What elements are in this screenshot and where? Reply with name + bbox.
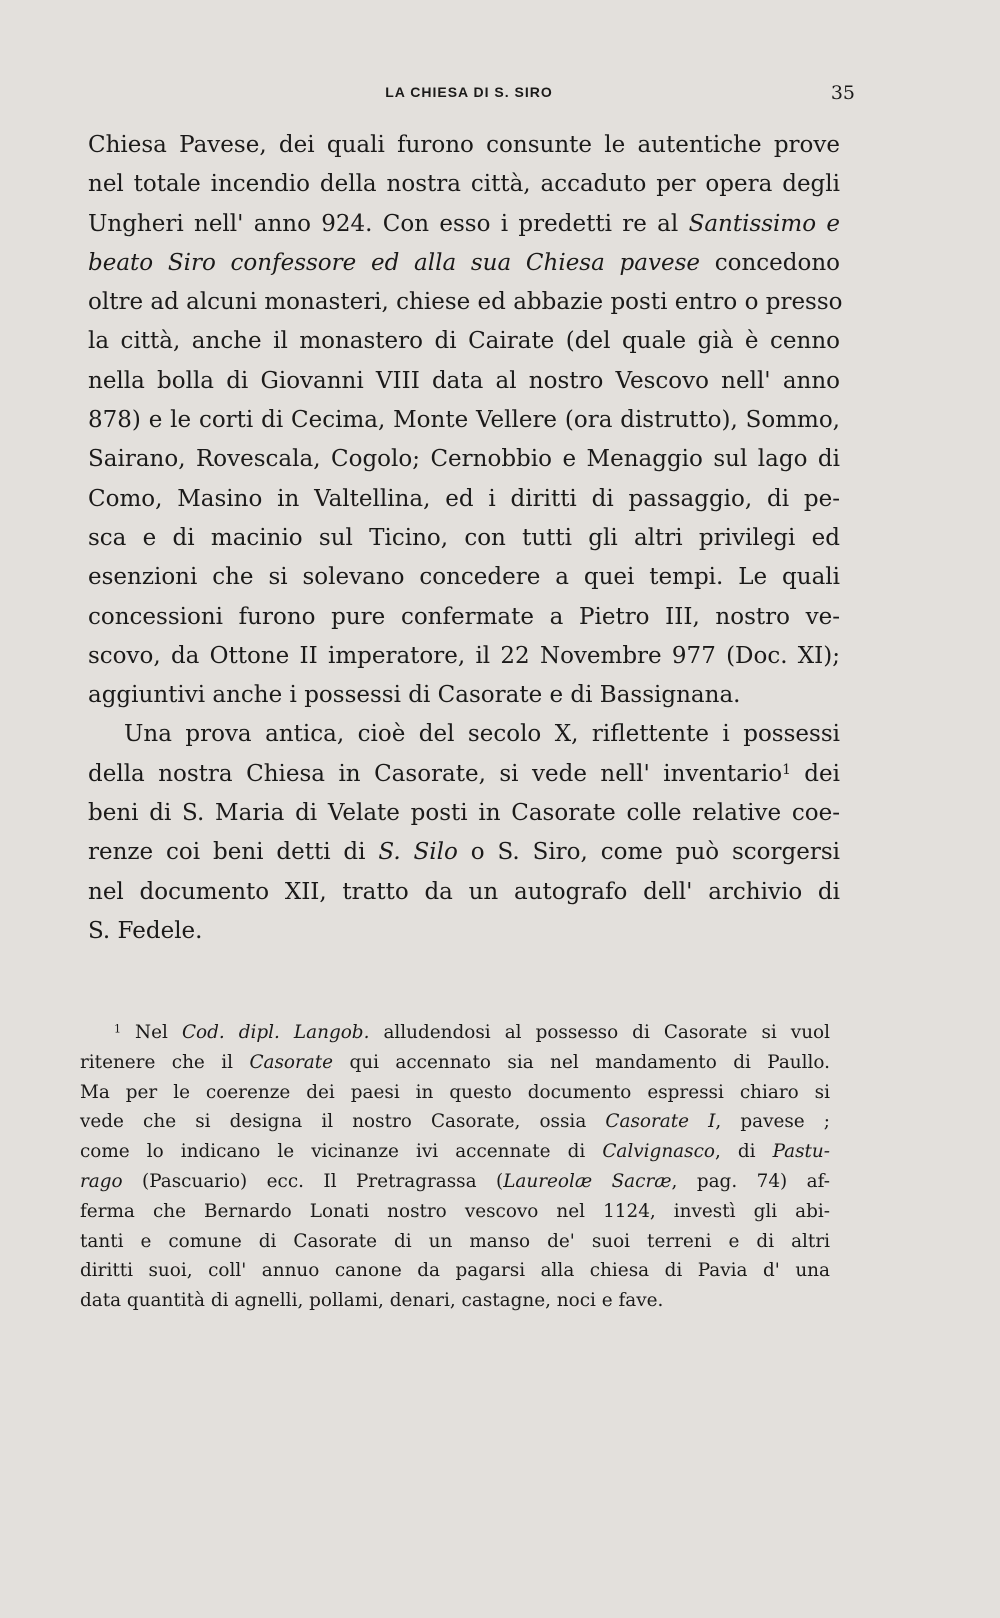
running-title: LA CHIESA DI S. SIRO (385, 84, 553, 100)
text-line: esenzioni che si solevano concedere a quei tempi. Le quali (88, 564, 840, 591)
body-text (88, 126, 843, 951)
text-line: nel documento XII, tratto da un autografo dell' archivio di (88, 878, 840, 905)
text-line: oltre ad alcuni monasteri, chiese ed abbazie posti entro o presso (88, 289, 843, 316)
text-line: nella bolla di Giovanni VIII data al nostro Vescovo nell' anno (88, 367, 840, 394)
text-line: beato Siro confessore ed alla sua Chiesa pavese concedono (88, 249, 840, 276)
footnote-marker: 1 (114, 1022, 122, 1036)
page-header (88, 82, 855, 108)
italic-text: Santissimo e (688, 210, 840, 237)
footnote-line: diritti suoi, coll' annuo canone da pagarsi alla chiesa di Pavia d' una (80, 1260, 830, 1282)
text-line: beni di S. Maria di Velate posti in Casorate colle relative coe- (88, 800, 840, 827)
text-line: nel totale incendio della nostra città, accaduto per opera degli (88, 171, 840, 198)
footnote-line: Ma per le coerenze dei paesi in questo documento espressi chiaro si (80, 1081, 830, 1103)
page-number: 35 (830, 82, 855, 104)
footnote-line: tanti e comune di Casorate di un manso de' suoi terreni e di altri (80, 1230, 830, 1252)
text-line: 878) e le corti di Cecima, Monte Vellere (ora distrutto), Sommo, (88, 407, 840, 434)
footnotes (80, 1018, 830, 1316)
footnote-line: come lo indicano le vicinanze ivi accennate di Calvignasco, di Pastu- (80, 1141, 830, 1163)
text-line: renze coi beni detti di S. Silo o S. Siro, come può scorgersi (88, 839, 841, 866)
text-line: sca e di macinio sul Ticino, con tutti gli altri privilegi ed (88, 524, 840, 551)
italic-text: Casorate (249, 1051, 334, 1073)
italic-text: S. Silo (378, 839, 458, 866)
text-line: Ungheri nell' anno 924. Con esso i predetti re al Santissimo e (88, 210, 840, 237)
text-line: Como, Masino in Valtellina, ed i diritti di passaggio, di pe- (88, 485, 840, 512)
italic-text: rago (80, 1170, 123, 1192)
footnote-line: vede che si designa il nostro Casorate, ossia Casorate I, pavese ; (80, 1111, 830, 1133)
italic-text: Calvignasco (602, 1141, 715, 1163)
footnote-line: rago (Pascuario) ecc. Il Pretragrassa (Laureolæ Sacræ, pag. 74) af- (80, 1170, 830, 1192)
text-line: concessioni furono pure confermate a Pietro III, nostro ve- (88, 603, 840, 630)
italic-text: Cod. dipl. Langob. (181, 1022, 370, 1043)
text-line: Chiesa Pavese, dei quali furono consunte le autentiche prove (88, 132, 840, 158)
italic-text: Pastu- (772, 1141, 830, 1163)
footnote-line: $^1$ Nel Cod. dipl. Langob. alludendosi al possesso di Casorate si vuol (114, 1022, 830, 1043)
footnote-line: data quantità di agnelli, pollami, denari, castagne, noci e fave. (80, 1290, 664, 1312)
footnote-line: ritenere che il Casorate qui accennato sia nel mandamento di Paullo. (80, 1051, 831, 1073)
italic-text: beato Siro confessore ed alla sua Chiesa pavese (88, 249, 700, 276)
footnote-marker: 1 (782, 761, 791, 778)
text-line: della nostra Chiesa in Casorate, si vede nell' inventario$^1$ dei (88, 760, 840, 787)
italic-text: Laureolæ Sacræ (503, 1170, 672, 1192)
text-line: scovo, da Ottone II imperatore, il 22 Novembre 977 (Doc. XI); (88, 642, 840, 669)
text-line: S. Fedele. (88, 917, 203, 944)
footnote-line: ferma che Bernardo Lonati nostro vescovo nel 1124, investì gli abi- (80, 1200, 830, 1222)
text-line: Sairano, Rovescala, Cogolo; Cernobbio e Menaggio sul lago di (88, 446, 840, 473)
text-line: Una prova antica, cioè del secolo X, riflettente i possessi (124, 721, 840, 748)
text-line: la città, anche il monastero di Cairate (del quale già è cenno (88, 328, 840, 355)
text-line: aggiuntivi anche i possessi di Casorate e di Bassignana. (88, 682, 741, 709)
italic-text: Casorate I (605, 1111, 716, 1133)
